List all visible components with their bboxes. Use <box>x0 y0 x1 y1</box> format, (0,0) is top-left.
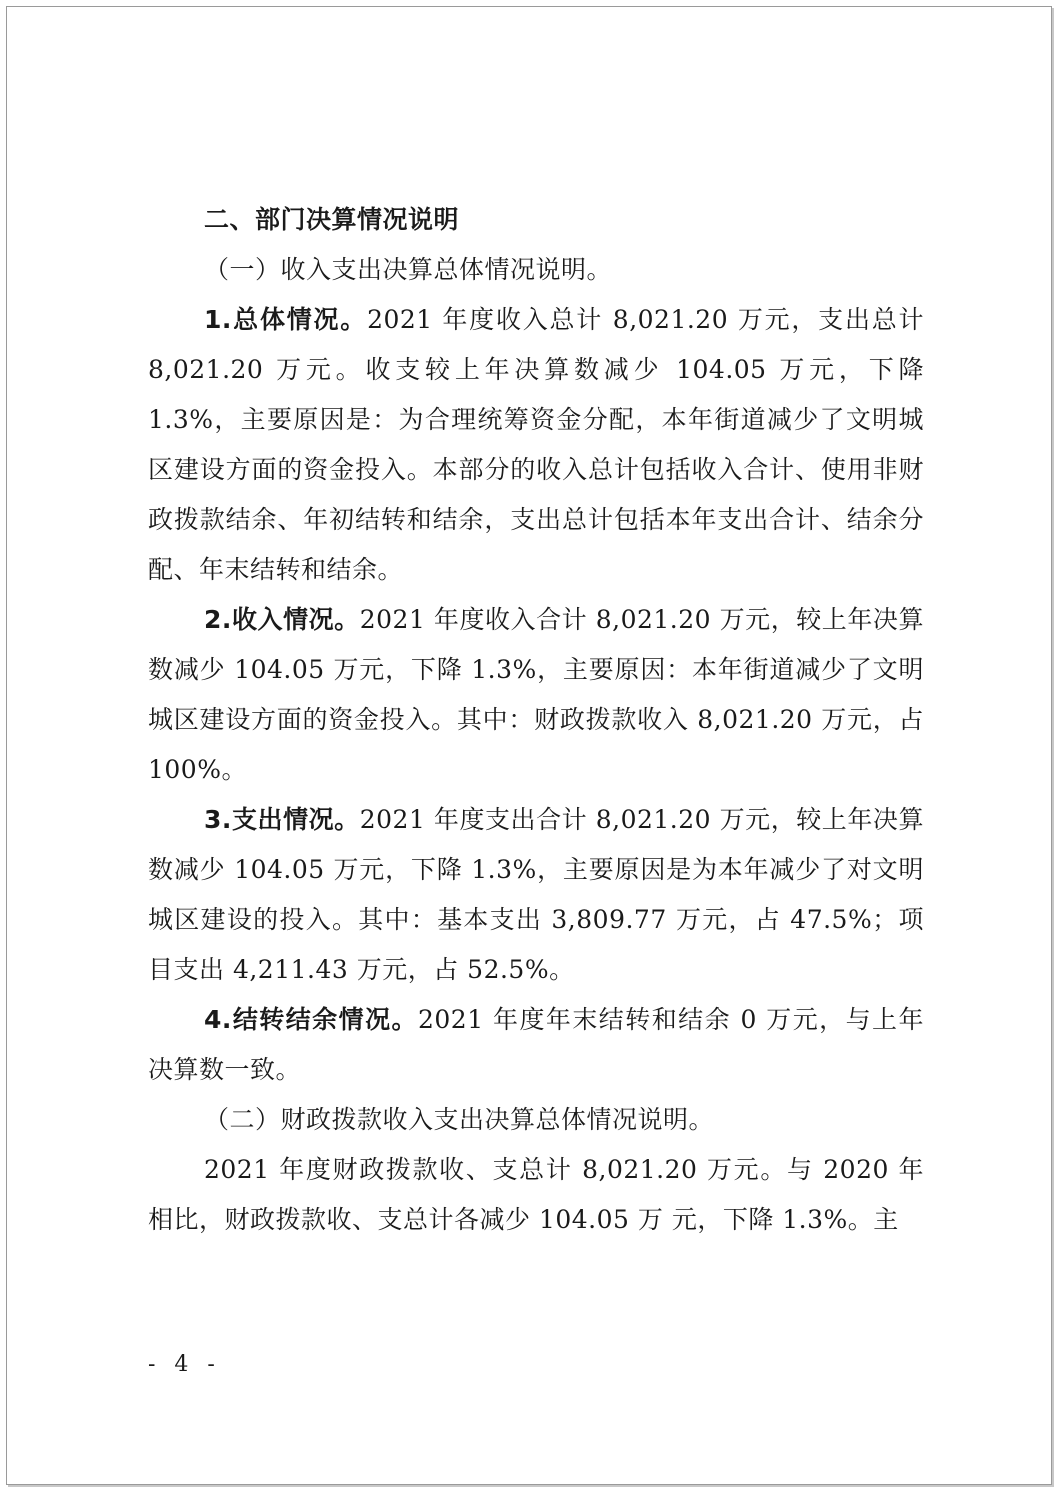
paragraph-text: 2021 年度收入合计 8,021.20 万元，较上年决算数减少 104.05 万元，下降 1.3%，主要原因：本年街道减少了文明城区建设方面的资金投入。其中：财政拨款收入 8,021.20 万元，占 100%。 <box>148 605 924 784</box>
paragraph-lead: 1.总体情况。 <box>204 305 368 334</box>
paragraph-fiscal: 2021 年度财政拨款收、支总计 8,021.20 万元。与 2020 年相比，财政拨款收、支总计各减少 104.05 万 元，下降 1.3%。主 <box>148 1155 924 1234</box>
paragraph-text: 2021 年度收入总计 8,021.20 万元，支出总计 8,021.20 万元。收支较上年决算数减少 104.05 万元，下降 1.3%，主要原因是：为合理统筹资金分配，本年街道减少了文明城区建设方面的资金投入。本部分的收入总计包括收入合计、使用非财政拨款结余、年初结转和结余，支出总计包括本年支出合计、结余分配、年末结转和结余。 <box>148 305 924 584</box>
paragraph-lead: 3.支出情况。 <box>204 805 360 834</box>
subsection-title-1: （一）收入支出决算总体情况说明。 <box>204 255 613 284</box>
paragraph-carryover <box>148 995 924 1095</box>
paragraph-overall <box>148 295 924 595</box>
document-body <box>148 195 924 1245</box>
paragraph-income <box>148 595 924 795</box>
page-number: - 4 - <box>148 1352 221 1377</box>
section-title: 二、部门决算情况说明 <box>204 205 460 234</box>
paragraph-text: 2021 年度年末结转和结余 0 万元，与上年决算数一致。 <box>148 1005 924 1084</box>
paragraph-lead: 2.收入情况。 <box>204 605 360 634</box>
subsection-title-2: （二）财政拨款收入支出决算总体情况说明。 <box>204 1105 715 1134</box>
paragraph-lead: 4.结转结余情况。 <box>204 1005 418 1034</box>
paragraph-expenditure <box>148 795 924 995</box>
paragraph-text: 2021 年度支出合计 8,021.20 万元，较上年决算数减少 104.05 万元，下降 1.3%，主要原因是为本年减少了对文明城区建设的投入。其中：基本支出 3,809.77 万元，占 47.5%；项目支出 4,211.43 万元，占 52.5%。 <box>148 805 924 984</box>
